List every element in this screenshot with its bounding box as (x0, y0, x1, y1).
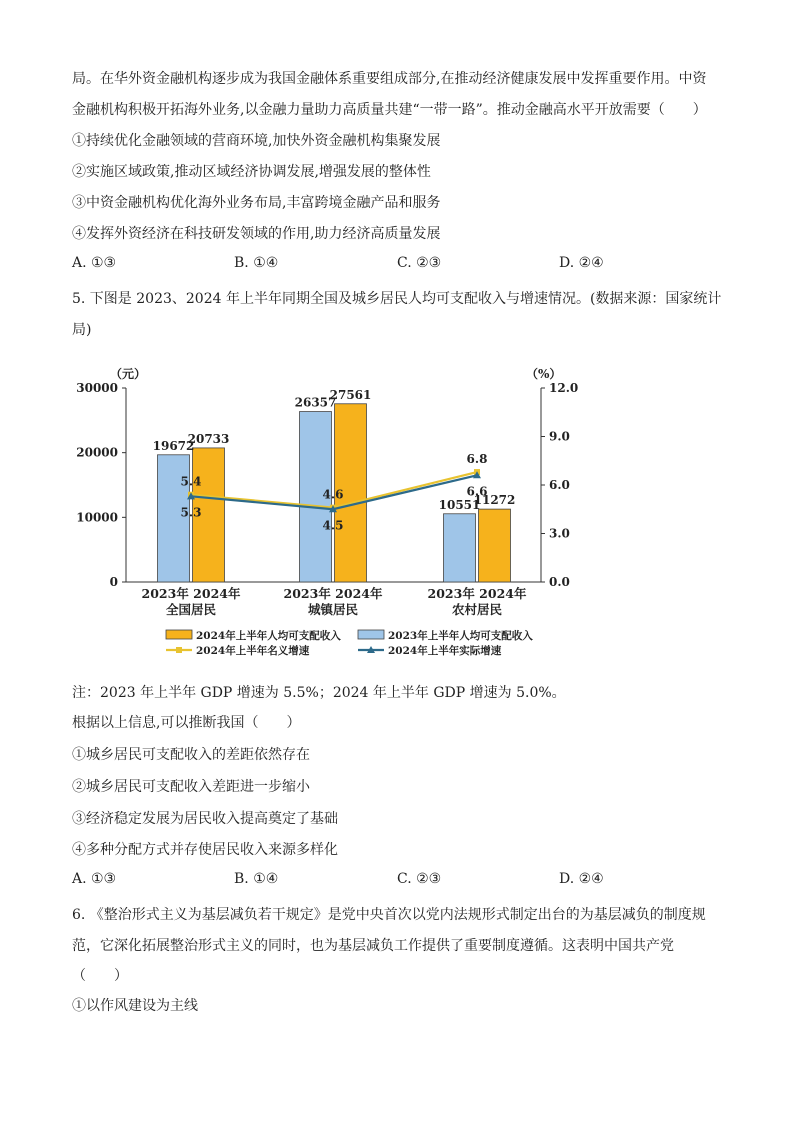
q5-stem-line-1: 5. 下图是 2023、2024 年上半年同期全国及城乡居民人均可支配收入与增速情况。(数据来源：国家统计 (72, 291, 722, 307)
q4-option-b[interactable]: B. ①④ (234, 255, 279, 271)
q4-option-a[interactable]: A. ①③ (72, 255, 117, 271)
q5-option-c[interactable]: C. ②③ (397, 871, 442, 887)
q6-answer-blank: （ ） (72, 968, 128, 984)
q5-statement-2: ②城乡居民可支配收入差距进一步缩小 (72, 779, 310, 795)
right-tick-label: 9.0 (549, 429, 570, 444)
bar-2024 (479, 509, 511, 582)
real-growth-label: 5.3 (180, 505, 202, 520)
legend-label-real: 2024年上半年实际增速 (388, 645, 502, 657)
right-tick-label: 3.0 (549, 526, 570, 541)
legend-label-2024-bar: 2024年上半年人均可支配收入 (196, 630, 341, 642)
income-chart-svg (76, 350, 589, 660)
right-axis-unit: （%） (526, 367, 562, 381)
right-tick-label: 6.0 (549, 478, 570, 492)
q5-ask: 根据以上信息,可以推断我国（ ） (72, 715, 301, 731)
bar-2024-value-label: 20733 (187, 431, 230, 446)
left-tick-label: 30000 (76, 381, 118, 395)
category-name-label: 全国居民 (165, 602, 217, 617)
q5-option-b[interactable]: B. ①④ (234, 871, 279, 887)
q4-statement-3: ③中资金融机构优化海外业务布局,丰富跨境金融产品和服务 (72, 195, 441, 211)
left-tick-label: 20000 (76, 445, 118, 460)
q4-statement-2: ②实施区域政策,推动区域经济协调发展,增强发展的整体性 (72, 164, 431, 180)
legend-label-2023-bar: 2023年上半年人均可支配收入 (388, 630, 533, 642)
bar-2023-value-label: 26357 (294, 395, 337, 410)
left-axis-unit: （元） (110, 367, 147, 381)
q5-option-d[interactable]: D. ②④ (559, 871, 604, 887)
category-year-labels: 2023年 2024年 (427, 586, 527, 601)
category-name-label: 城镇居民 (307, 602, 359, 617)
nominal-growth-label: 6.8 (466, 452, 488, 467)
real-growth-label: 6.6 (466, 484, 488, 499)
real-growth-label: 4.5 (322, 518, 344, 533)
q6-line-1: 6. 《整治形式主义为基层减负若干规定》是党中央首次以党内法规形式制定出台的为基层减负的制度规 (72, 907, 706, 923)
q4-option-c[interactable]: C. ②③ (397, 255, 442, 271)
bar-2023 (444, 514, 476, 582)
nominal-growth-label: 5.4 (180, 474, 202, 489)
bar-2023-value-label: 19672 (152, 438, 195, 453)
legend-swatch-2024-bar (166, 630, 192, 639)
nominal-growth-label: 4.6 (322, 487, 344, 502)
q5-option-a[interactable]: A. ①③ (72, 871, 117, 887)
q4-line-1: 局。在华外资金融机构逐步成为我国金融体系重要组成部分,在推动经济健康发展中发挥重要作用。中资 (72, 71, 707, 87)
q5-statement-1: ①城乡居民可支配收入的差距依然存在 (72, 747, 310, 763)
category-name-label: 农村居民 (451, 602, 503, 617)
bar-2023-value-label: 10551 (438, 497, 481, 512)
q5-statement-4: ④多种分配方式并存使居民收入来源多样化 (72, 842, 338, 858)
q6-line-2: 范，它深化拓展整治形式主义的同时，也为基层减负工作提供了重要制度遵循。这表明中国共产党 (72, 938, 674, 954)
bar-2024-value-label: 27561 (329, 387, 372, 402)
category-year-labels: 2023年 2024年 (283, 586, 383, 601)
q4-option-d[interactable]: D. ②④ (559, 255, 604, 271)
left-tick-label: 10000 (76, 510, 118, 525)
q4-line-2: 金融机构积极开拓海外业务,以金融力量助力高质量共建“一带一路”。推动金融高水平开放需要（ ） (72, 102, 707, 118)
q5-statement-3: ③经济稳定发展为居民收入提高奠定了基础 (72, 811, 338, 827)
q4-statement-4: ④发挥外资经济在科技研发领域的作用,助力经济高质量发展 (72, 226, 441, 242)
right-tick-label: 0.0 (549, 575, 570, 589)
right-tick-label: 12.0 (549, 381, 579, 395)
bar-2024-value-label: 11272 (473, 493, 516, 508)
q5-stem-line-2: 局) (72, 322, 92, 338)
legend-swatch-2023-bar (358, 630, 384, 639)
legend-swatch-nominal-marker (176, 647, 182, 653)
legend-label-nominal: 2024年上半年名义增速 (196, 645, 310, 657)
income-chart (76, 350, 589, 660)
q5-note: 注：2023 年上半年 GDP 增速为 5.5%；2024 年上半年 GDP 增速为 5.0%。 (72, 685, 566, 701)
q4-statement-1: ①持续优化金融领域的营商环境,加快外资金融机构集聚发展 (72, 133, 441, 149)
category-year-labels: 2023年 2024年 (141, 586, 241, 601)
left-tick-label: 0 (109, 575, 118, 589)
q6-statement-1: ①以作风建设为主线 (72, 998, 198, 1014)
